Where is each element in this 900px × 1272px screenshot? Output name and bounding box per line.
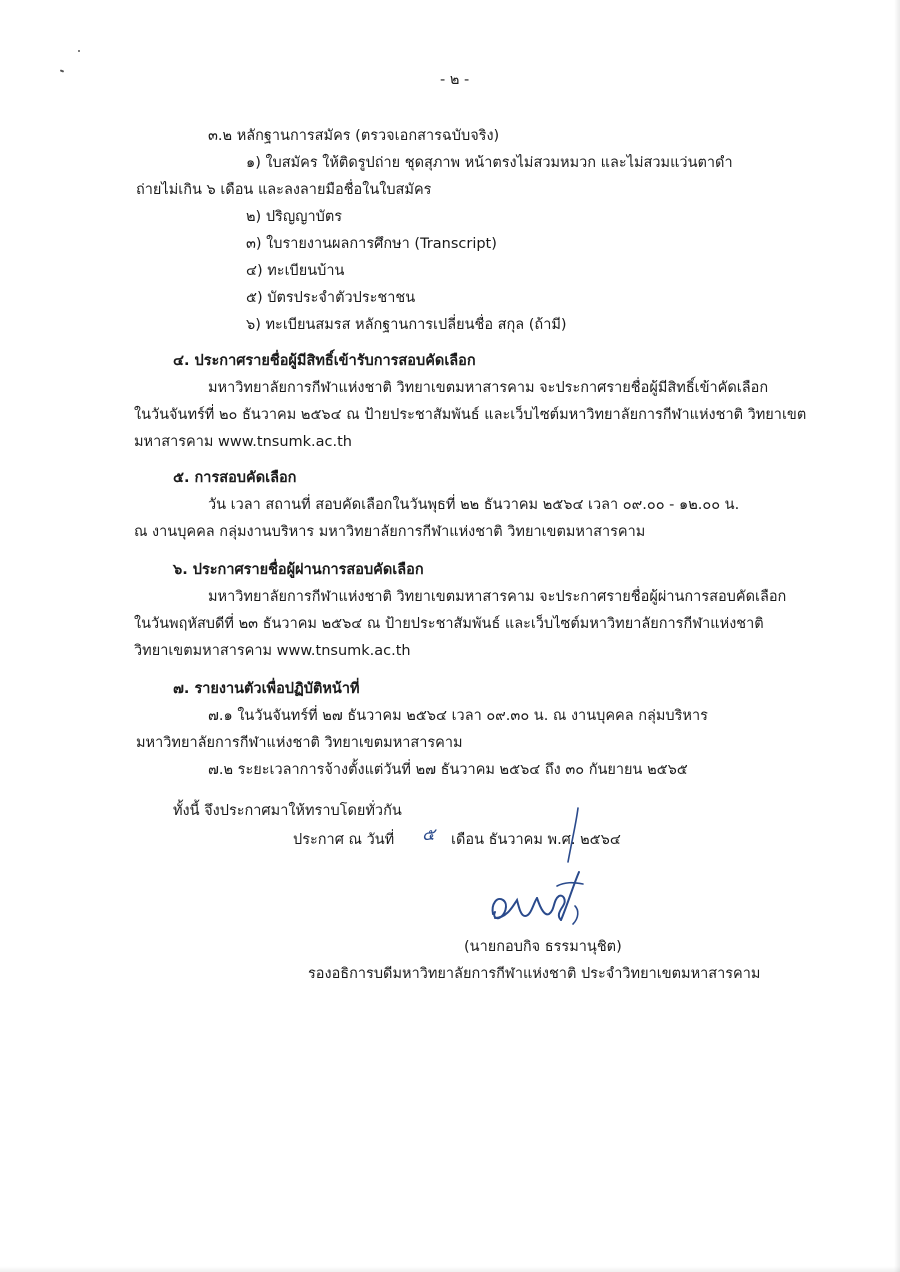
section-7-item-1-line-1: ๗.๑ ในวันจันทร์ที่ ๒๗ ธันวาคม ๒๕๖๔ เวลา ๐๙.๓๐ น. ณ งานบุคคล กลุ่มบริหาร [208,708,708,724]
section-3-2-item-6: ๖) ทะเบียนสมรส หลักฐานการเปลี่ยนชื่อ สกุล (ถ้ามี) [246,317,567,333]
section-3-2-item-2: ๒) ปริญญาบัตร [246,209,343,225]
scan-speck [78,50,80,52]
section-5-heading: ๕. การสอบคัดเลือก [173,470,297,486]
section-6-line-3: วิทยาเขตมหาสารคาม www.tnsumk.ac.th [134,643,411,659]
section-4-line-2: ในวันจันทร์ที่ ๒๐ ธันวาคม ๒๕๖๔ ณ ป้ายประชาสัมพันธ์ และเว็บไซต์มหาวิทยาลัยการกีฬาแห่งชาติ วิทยาเขต [134,407,807,423]
section-4-heading: ๔. ประกาศรายชื่อผู้มีสิทธิ์เข้ารับการสอบคัดเลือก [173,353,476,369]
section-3-2-item-3: ๓) ใบรายงานผลการศึกษา (Transcript) [246,236,497,252]
closing-announcement: ทั้งนี้ จึงประกาศมาให้ทราบโดยทั่วกัน [173,803,402,819]
section-7-item-1-line-2: มหาวิทยาลัยการกีฬาแห่งชาติ วิทยาเขตมหาสารคาม [136,735,463,751]
signature-image [487,866,597,936]
section-3-2-item-4: ๔) ทะเบียนบ้าน [246,263,345,279]
signatory-name: (นายกอบกิจ ธรรมานุชิต) [464,939,622,955]
section-3-2-item-1-line-1: ๑) ใบสมัคร ให้ติดรูปถ่าย ชุดสุภาพ หน้าตรงไม่สวมหมวก และไม่สวมแว่นตาดำ [246,155,733,171]
scan-edge-shadow [894,0,900,1272]
page-number: - ๒ - [440,72,470,88]
section-5-line-1: วัน เวลา สถานที่ สอบคัดเลือกในวันพุธที่ ๒๒ ธันวาคม ๒๕๖๔ เวลา ๐๙.๐๐ - ๑๒.๐๐ น. [208,497,740,513]
section-5-line-2: ณ งานบุคคล กลุ่มงานบริหาร มหาวิทยาลัยการกีฬาแห่งชาติ วิทยาเขตมหาสารคาม [134,524,646,540]
section-6-heading: ๖. ประกาศรายชื่อผู้ผ่านการสอบคัดเลือก [173,562,424,578]
scan-bottom-shadow [0,1266,900,1272]
section-4-line-1: มหาวิทยาลัยการกีฬาแห่งชาติ วิทยาเขตมหาสารคาม จะประกาศรายชื่อผู้มีสิทธิ์เข้าคัดเลือก [208,380,769,396]
signatory-position: รองอธิการบดีมหาวิทยาลัยการกีฬาแห่งชาติ ประจำวิทยาเขตมหาสารคาม [308,966,761,982]
section-6-line-2: ในวันพฤหัสบดีที่ ๒๓ ธันวาคม ๒๕๖๔ ณ ป้ายประชาสัมพันธ์ และเว็บไซต์มหาวิทยาลัยการกีฬาแห่งชาติ [134,616,764,632]
section-3-2-item-5: ๕) บัตรประจำตัวประชาชน [246,290,416,306]
section-3-2-item-1-line-2: ถ่ายไม่เกิน ๖ เดือน และลงลายมือชื่อในใบสมัคร [136,182,432,198]
section-7-item-2: ๗.๒ ระยะเวลาการจ้างตั้งแต่วันที่ ๒๗ ธันวาคม ๒๕๖๔ ถึง ๓๐ กันยายน ๒๕๖๕ [208,762,688,778]
announcement-date-day-handwritten: ๕ [422,825,435,845]
section-4-line-3: มหาสารคาม www.tnsumk.ac.th [134,434,352,450]
section-6-line-1: มหาวิทยาลัยการกีฬาแห่งชาติ วิทยาเขตมหาสารคาม จะประกาศรายชื่อผู้ผ่านการสอบคัดเลือก [208,589,787,605]
announcement-date-suffix: เดือน ธันวาคม พ.ศ. ๒๕๖๔ [451,832,621,848]
section-3-2-heading: ๓.๒ หลักฐานการสมัคร (ตรวจเอกสารฉบับจริง) [208,128,500,144]
announcement-date-prefix: ประกาศ ณ วันที่ [293,832,395,848]
scan-speck [60,69,64,72]
section-7-heading: ๗. รายงานตัวเพื่อปฏิบัติหน้าที่ [173,681,360,697]
